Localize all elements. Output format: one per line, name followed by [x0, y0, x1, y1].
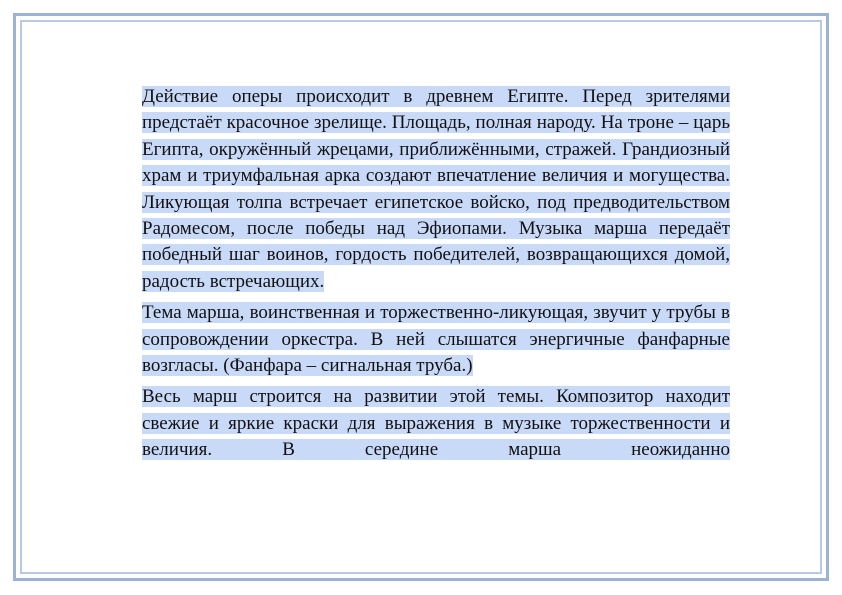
paragraph-1-text: Действие оперы происходит в древнем Египте. Перед зрителями предстаёт красочное зрелище. Площадь, полная народу. На троне – царь Египта, окружённый жрецами, приближёнными, стражей. Грандиозный храм и триумфальная арка создают впечатление величия и могущества. Ликующая толпа встречает египетское войско, под предводительством Радомесом, после победы над Эфиопами. Музыка марша передаёт победный шаг воинов, гордость победителей, возвращающихся домой, радость встречающих.	[142, 86, 730, 292]
paragraph-3-text: Весь марш строится на развитии этой темы. Композитор находит свежие и яркие краски для выражения в музыке торжественности и величия. В середине марша неожиданно	[142, 386, 730, 461]
text-box[interactable]	[142, 84, 730, 520]
paragraph-1	[142, 84, 730, 295]
paragraph-2	[142, 300, 730, 379]
paragraph-3	[142, 384, 730, 463]
paragraph-2-text: Тема марша, воинственная и торжественно-ликующая, звучит у трубы в сопровождении оркестра. В ней слышатся энергичные фанфарные возгласы. (Фанфара – сигнальная труба.)	[142, 302, 730, 377]
